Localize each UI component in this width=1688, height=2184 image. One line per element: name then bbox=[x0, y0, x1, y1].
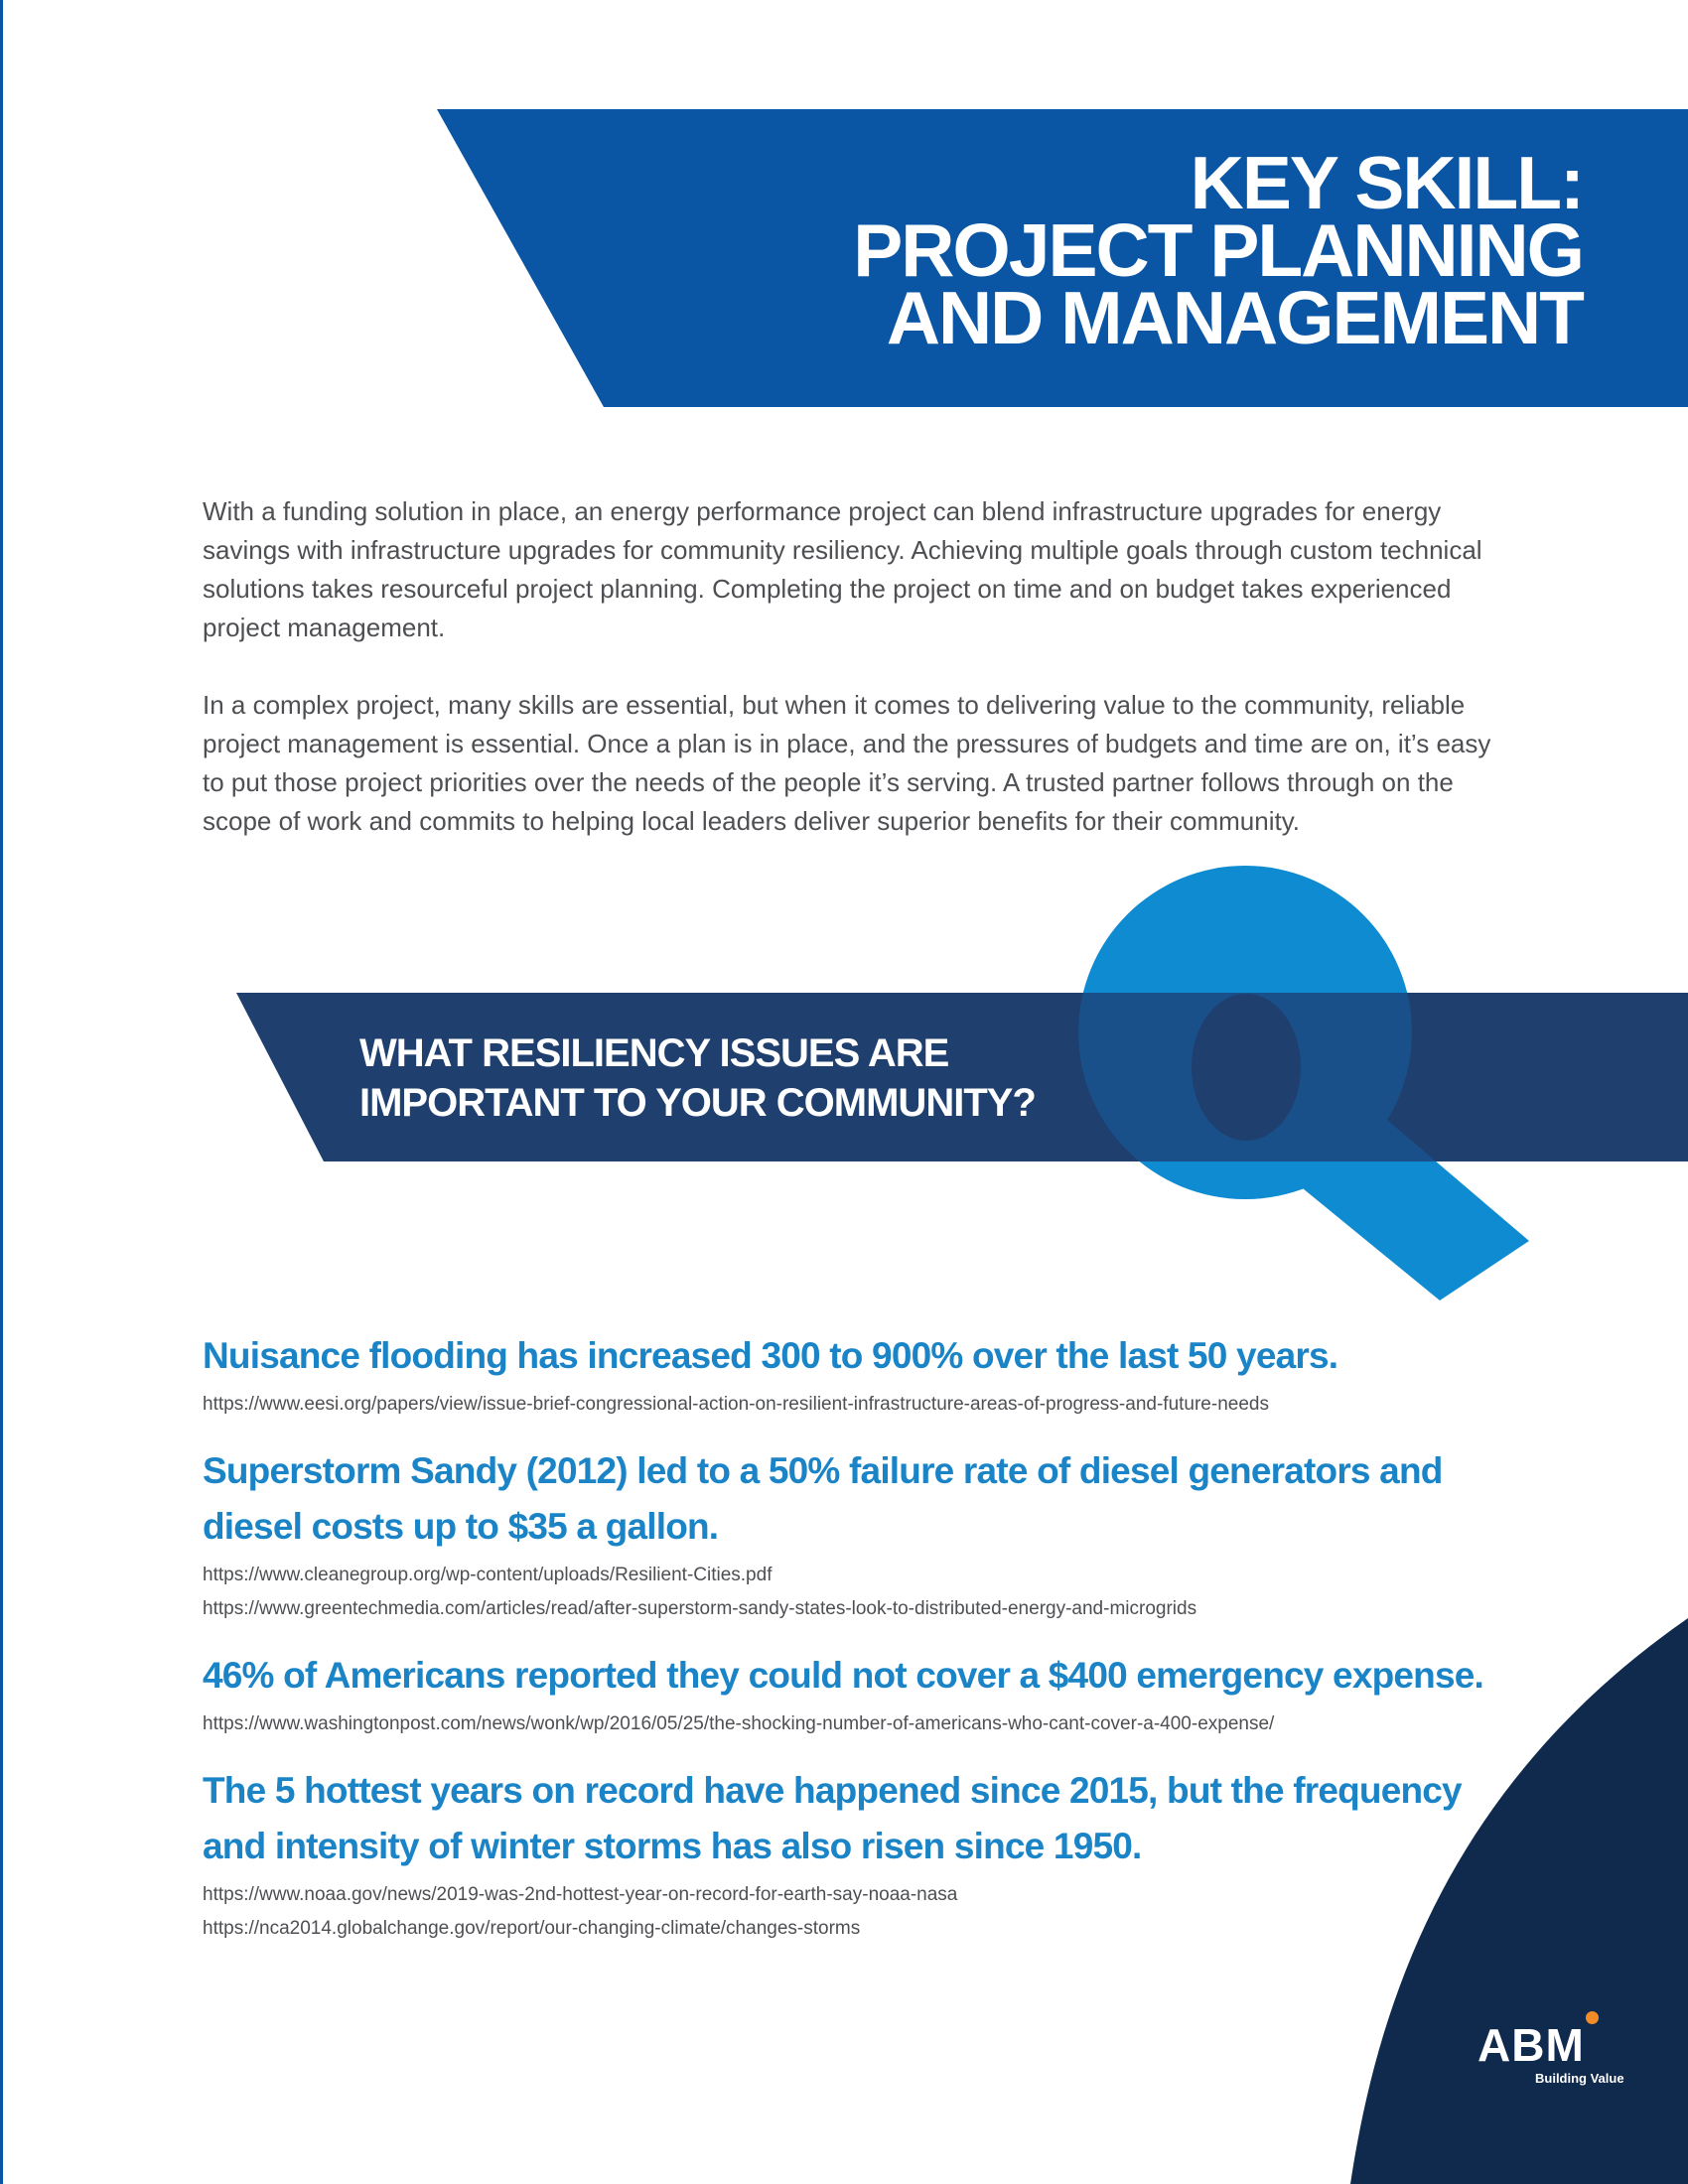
fact-headline: Nuisance flooding has increased 300 to 900% over the last 50 years. bbox=[203, 1335, 1338, 1376]
facts-list bbox=[203, 1328, 1523, 1968]
fact-item bbox=[203, 1443, 1523, 1626]
logo-tagline: Building Value bbox=[1535, 2071, 1624, 2086]
fact-sources bbox=[203, 1707, 1523, 1741]
source-link[interactable]: https://nca2014.globalchange.gov/report/our-changing-climate/changes-storms bbox=[203, 1918, 861, 1939]
title-line-3: AND MANAGEMENT bbox=[886, 276, 1583, 359]
fact-sources bbox=[203, 1388, 1523, 1422]
fact-item bbox=[203, 1328, 1523, 1422]
fact-headline: 46% of Americans reported they could not cover a $400 emergency expense. bbox=[203, 1655, 1484, 1696]
source-link[interactable]: https://www.noaa.gov/news/2019-was-2nd-hottest-year-on-record-for-earth-say-noaa-nasa bbox=[203, 1884, 958, 1905]
source-link[interactable]: https://www.washingtonpost.com/news/wonk/wp/2016/05/25/the-shocking-number-of-americans-who-cant-cover-a-400-expense/ bbox=[203, 1713, 1275, 1734]
source-link[interactable]: https://www.greentechmedia.com/articles/read/after-superstorm-sandy-states-look-to-distributed-energy-and-microgrids bbox=[203, 1598, 1197, 1619]
intro-paragraph-1: With a funding solution in place, an energy performance project can blend infrastructure upgrades for energy savings with infrastructure upgrades for community resiliency. Achieving multiple goals through custom technical solutions takes resourceful project planning. Completing the project on time and on budget takes experienced project management. bbox=[203, 496, 1482, 642]
fact-item bbox=[203, 1648, 1523, 1741]
fact-headline: The 5 hottest years on record have happened since 2015, but the frequency and intensity of winter storms has also risen since 1950. bbox=[203, 1770, 1462, 1866]
fact-sources bbox=[203, 1559, 1523, 1626]
question-line-2: IMPORTANT TO YOUR COMMUNITY? bbox=[359, 1081, 1036, 1125]
title-line-2: PROJECT PLANNING bbox=[853, 208, 1583, 292]
logo-dot-icon bbox=[1586, 2011, 1599, 2024]
fact-item bbox=[203, 1763, 1523, 1946]
intro-paragraph-2: In a complex project, many skills are essential, but when it comes to delivering value to the community, reliable project management is essential. Once a plan is in place, and the pressures of budgets and time are on, it’s easy to put those project priorities over the needs of the people it’s serving. A trusted partner follows through on the scope of work and commits to helping local leaders deliver superior benefits for their community. bbox=[203, 690, 1491, 836]
fact-sources bbox=[203, 1878, 1523, 1946]
fact-headline: Superstorm Sandy (2012) led to a 50% failure rate of diesel generators and diesel costs up to $35 a gallon. bbox=[203, 1450, 1443, 1547]
title-line-1: KEY SKILL: bbox=[1190, 141, 1583, 224]
logo-wordmark: ABM bbox=[1477, 2019, 1585, 2071]
source-link[interactable]: https://www.eesi.org/papers/view/issue-brief-congressional-action-on-resilient-infrastructure-areas-of-progress-and-future-needs bbox=[203, 1394, 1269, 1415]
abm-logo bbox=[1477, 2017, 1646, 2097]
question-line-1: WHAT RESILIENCY ISSUES ARE bbox=[359, 1031, 949, 1075]
source-link[interactable]: https://www.cleanegroup.org/wp-content/uploads/Resilient-Cities.pdf bbox=[203, 1565, 773, 1585]
